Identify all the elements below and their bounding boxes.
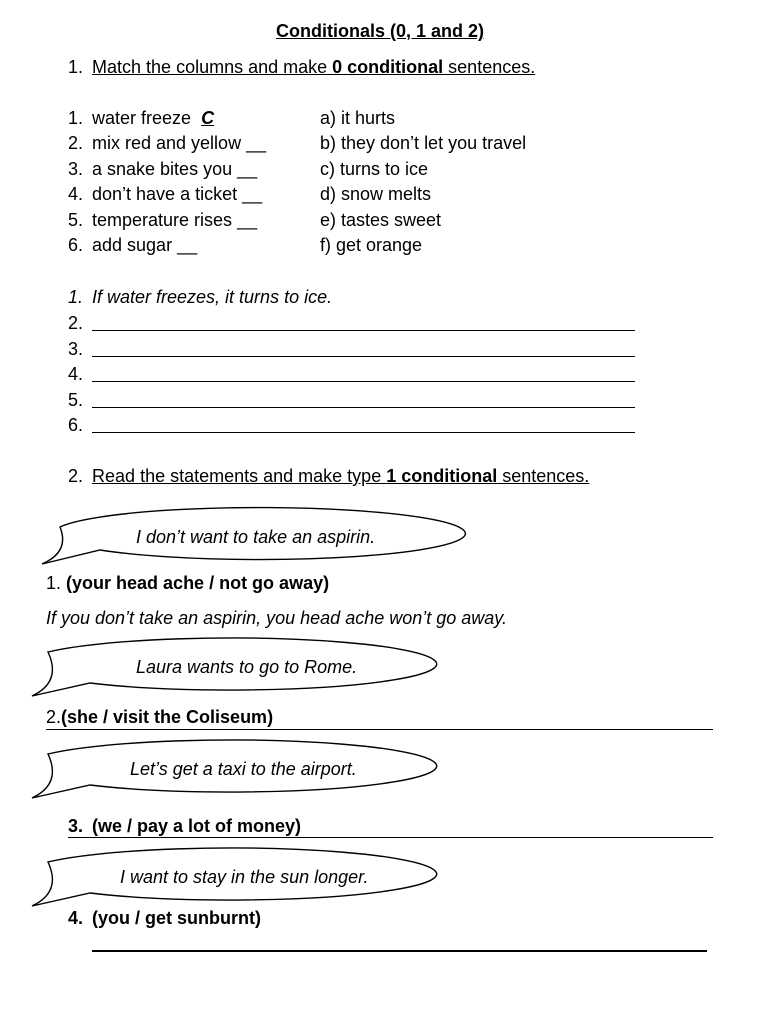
right-item: c) turns to ice — [320, 159, 429, 179]
left-item: 3. a snake bites you __ — [68, 159, 258, 179]
prompt-3: 3. (we / pay a lot of money) — [68, 816, 302, 836]
answer-slot[interactable]: __ — [242, 184, 263, 204]
answer-blank-s2-4[interactable] — [92, 950, 707, 952]
bubble-1-text: I don’t want to take an aspirin. — [136, 527, 376, 547]
left-item: 6. add sugar __ — [68, 235, 198, 255]
answer-number: 3. — [68, 339, 84, 359]
worksheet-title: Conditionals (0, 1 and 2) — [275, 21, 485, 41]
left-item: 4. don’t have a ticket __ — [68, 184, 263, 204]
bubble-4-text: I want to stay in the sun longer. — [120, 867, 369, 887]
answer-number: 2. — [68, 313, 84, 333]
answer-slot[interactable]: __ — [237, 159, 258, 179]
right-item: e) tastes sweet — [320, 210, 442, 230]
answer-line-1: 1. If water freezes, it turns to ice. — [68, 287, 333, 307]
answer-1: If you don’t take an aspirin, you head ache won’t go away. — [46, 608, 507, 628]
section-1-number: 1. — [68, 57, 84, 77]
section-2-number: 2. — [68, 466, 84, 486]
bubble-2-text: Laura wants to go to Rome. — [136, 657, 358, 677]
prompt-4: 4. (you / get sunburnt) — [68, 908, 261, 928]
answer-slot[interactable]: __ — [237, 210, 258, 230]
example-answer: If water freezes, it turns to ice. — [92, 287, 333, 307]
right-item: b) they don’t let you travel — [320, 133, 527, 153]
answer-number: 5. — [68, 390, 84, 410]
section-1-instruction-text: Match the columns and make 0 conditional sentences. — [92, 57, 536, 77]
answer-slot[interactable]: C — [201, 108, 215, 128]
answer-slot[interactable]: __ — [177, 235, 198, 255]
prompt-2: 2.(she / visit the Coliseum) — [46, 707, 274, 727]
left-item: 2. mix red and yellow __ — [68, 133, 267, 153]
right-item: f) get orange — [320, 235, 423, 255]
prompt-1: 1. (your head ache / not go away) — [46, 573, 330, 593]
section-2-instruction-text: Read the statements and make type 1 conditional sentences. — [92, 466, 590, 486]
bubble-3-text: Let’s get a taxi to the airport. — [130, 759, 357, 779]
answer-blank-s2-2[interactable] — [46, 729, 713, 730]
right-item: a) it hurts — [320, 108, 396, 128]
answer-slot[interactable]: __ — [246, 133, 267, 153]
left-item: 5. temperature rises __ — [68, 210, 258, 230]
answer-blank-s2-3[interactable] — [68, 837, 713, 838]
answer-number: 6. — [68, 415, 84, 435]
answer-number: 4. — [68, 364, 84, 384]
left-item: 1. water freeze C — [68, 109, 219, 127]
right-item: d) snow melts — [320, 184, 432, 204]
